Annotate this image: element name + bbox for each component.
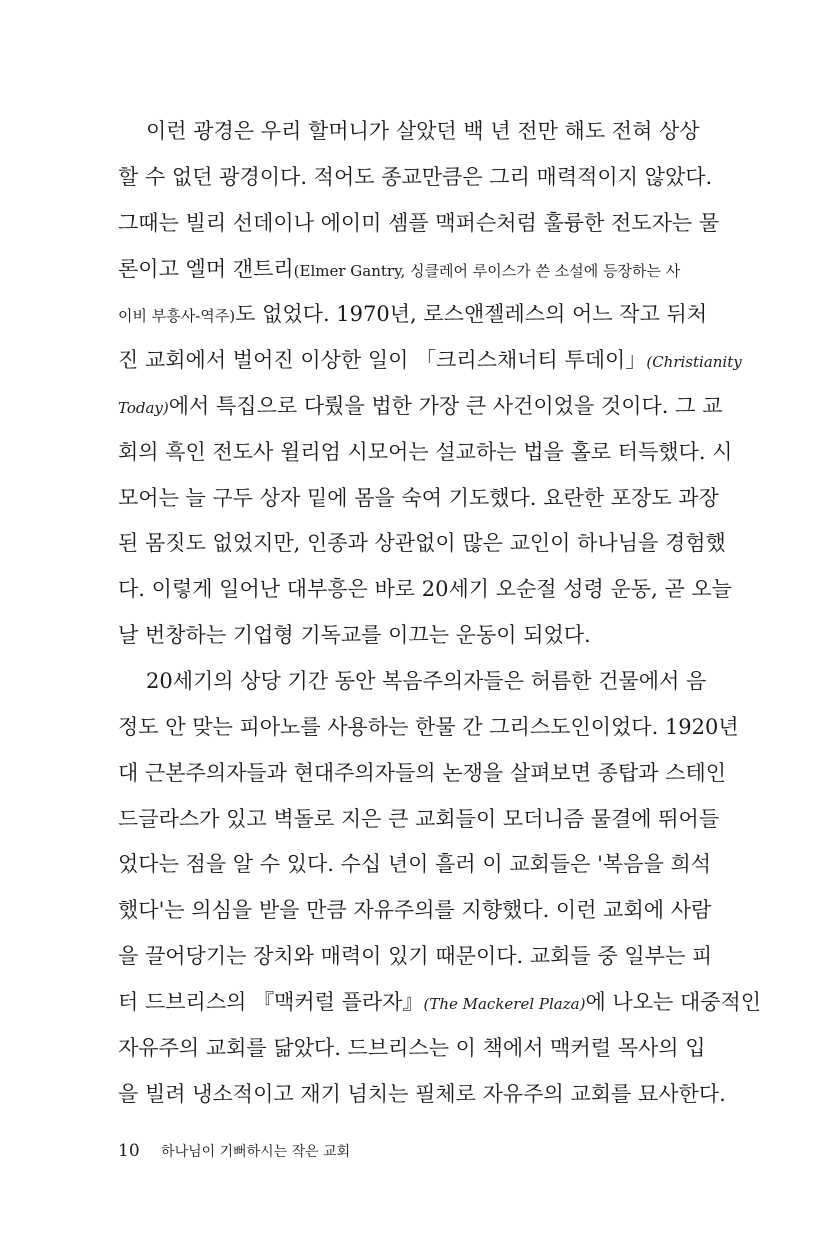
body-line-22: 을 빌려 냉소적이고 재기 넘치는 필체로 자유주의 교회를 묘사한다. (118, 1082, 726, 1106)
body-line-13: 20세기의 상당 기간 동안 복음주의자들은 허름한 건물에서 음 (146, 669, 707, 693)
body-line-6 (118, 346, 742, 376)
body-line-1: 이런 광경은 우리 할머니가 살았던 백 년 전만 해도 전혀 상상 (146, 119, 700, 143)
body-line-18: 했다'는 의심을 받을 만큼 자유주의를 지향했다. 이런 교회에 사람 (118, 898, 712, 922)
body-line-21: 자유주의 교회를 닮았다. 드브리스는 이 책에서 맥커럴 목사의 입 (118, 1036, 706, 1060)
text-segment: 에 나오는 대중적인 (585, 990, 762, 1014)
running-title: 하나님이 기뻐하시는 작은 교회 (161, 1144, 351, 1160)
body-line-15: 대 근본주의자들과 현대주의자들의 논쟁을 살펴보면 종탑과 스테인 (118, 761, 727, 785)
body-line-7 (118, 392, 723, 422)
text-segment: 터 드브리스의 『맥커럴 플라자』 (118, 990, 424, 1014)
body-line-8: 회의 흑인 전도사 윌리엄 시모어는 설교하는 법을 홀로 터득했다. 시 (118, 440, 733, 464)
body-line-11: 다. 이렇게 일어난 대부흥은 바로 20세기 오순절 성령 운동, 곧 오늘 (118, 577, 732, 601)
body-line-4 (118, 255, 680, 285)
body-line-16: 드글라스가 있고 벽돌로 지은 큰 교회들이 모더니즘 물결에 뛰어들 (118, 807, 720, 831)
body-line-17: 었다는 점을 알 수 있다. 수십 년이 흘러 이 교회들은 '복음을 희석 (118, 852, 712, 876)
body-line-10: 된 몸짓도 없었지만, 인종과 상관없이 많은 교인이 하나님을 경험했 (118, 531, 726, 555)
page-number: 10 (118, 1141, 140, 1161)
body-line-14: 정도 안 맞는 피아노를 사용하는 한물 간 그리스도인이었다. 1920년 (118, 715, 739, 739)
inline-annotation: (The Mackerel Plaza) (423, 995, 586, 1013)
body-line-9: 모어는 늘 구두 상자 밑에 몸을 숙여 기도했다. 요란한 포장도 과장 (118, 486, 719, 510)
text-segment: 에서 특집으로 다뤘을 법한 가장 큰 사건이었을 것이다. 그 교 (168, 394, 723, 418)
inline-annotation: Today) (118, 399, 169, 417)
text-segment: 도 없었다. 1970년, 로스앤젤레스의 어느 작고 뒤처 (235, 302, 708, 326)
body-line-5 (118, 300, 708, 330)
text-segment: 진 교회에서 벌어진 이상한 일이 「크리스채너티 투데이」 (118, 348, 647, 372)
inline-annotation: (Christianity (646, 353, 742, 371)
body-line-3: 그때는 빌리 선데이나 에이미 셈플 맥퍼슨처럼 훌륭한 전도자는 물 (118, 211, 720, 235)
text-segment: 론이고 엘머 갠트리 (118, 257, 294, 281)
inline-annotation: (Elmer Gantry, 싱클레어 루이스가 쓴 소설에 등장하는 사 (293, 262, 681, 280)
body-line-2: 할 수 없던 광경이다. 적어도 종교만큼은 그리 매력적이지 않았다. (118, 165, 713, 189)
body-line-20 (118, 988, 762, 1018)
body-line-19: 을 끌어당기는 장치와 매력이 있기 때문이다. 교회들 중 일부는 피 (118, 944, 713, 968)
body-line-12: 날 번창하는 기업형 기독교를 이끄는 운동이 되었다. (118, 623, 591, 647)
inline-annotation: 이비 부흥사-역주) (118, 307, 236, 325)
page-footer (118, 1140, 350, 1163)
